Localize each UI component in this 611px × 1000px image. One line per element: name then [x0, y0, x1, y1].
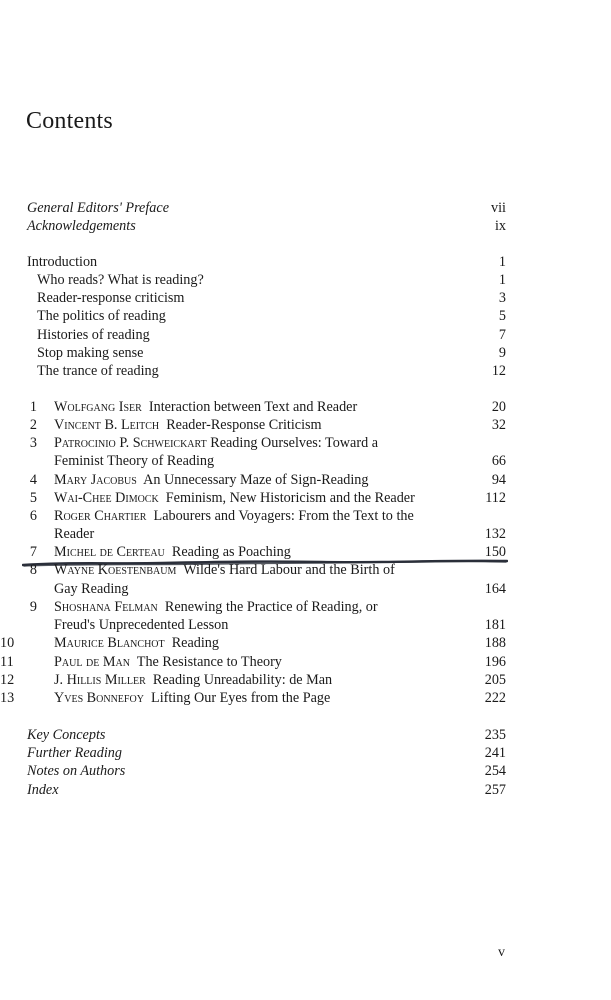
toc-page-number: 241: [484, 745, 506, 761]
toc-entry-section: [27, 362, 506, 380]
toc-page-number: 5: [498, 308, 506, 324]
chapter-number: 2: [29, 417, 37, 433]
toc-entry-label: The politics of reading: [37, 308, 166, 324]
toc-page-number: 7: [498, 327, 506, 343]
toc-entry-label: Acknowledgements: [27, 218, 136, 234]
toc-page-number: 150: [484, 544, 506, 560]
chapter-title-continued: Gay Reading: [54, 581, 129, 597]
toc-entry-label: Further Reading: [27, 745, 122, 761]
toc-entry-back: [27, 744, 506, 762]
chapter-author: Yves Bonnefoy: [54, 690, 144, 706]
toc-entry-label: Introduction: [27, 254, 98, 270]
toc-entry-label: Index: [27, 782, 59, 798]
toc-page-number: 32: [491, 417, 506, 433]
toc-chapter: [27, 598, 506, 616]
chapter-number: 12: [0, 672, 15, 688]
toc-chapter: [0, 653, 506, 671]
toc-entry-section: [27, 326, 506, 344]
chapter-number: 10: [0, 635, 15, 651]
toc-entry-section: [27, 271, 506, 289]
chapter-number: 9: [29, 599, 37, 615]
chapter-author: Wayne Koestenbaum: [54, 562, 177, 578]
toc-page-number: 132: [484, 526, 506, 542]
toc-entry-back: [27, 781, 506, 799]
toc-entry-label: General Editors' Preface: [27, 200, 169, 216]
chapter-title: Reader-Response Criticism: [166, 417, 322, 433]
toc-entry-section: [27, 307, 506, 325]
toc-entry-label: Stop making sense: [37, 345, 144, 361]
chapter-author: Roger Chartier: [54, 508, 147, 524]
toc-chapter: [27, 489, 506, 507]
toc-page-number: 257: [484, 782, 506, 798]
toc-page-number: 181: [484, 617, 506, 633]
toc-page-number: 112: [485, 490, 506, 506]
chapter-number: 8: [29, 562, 37, 578]
toc-page-number: 1: [498, 254, 506, 270]
toc-chapter: [27, 434, 506, 452]
chapter-number: 1: [29, 399, 37, 415]
toc-chapter: [27, 507, 506, 525]
chapter-title: Reading Unreadability: de Man: [152, 672, 333, 688]
toc-chapter-continuation: [27, 580, 506, 598]
toc-page-number: 9: [498, 345, 506, 361]
chapter-title: Wilde's Hard Labour and the Birth of: [183, 562, 395, 578]
toc-entry-back: [27, 726, 506, 744]
chapter-title: Interaction between Text and Reader: [148, 399, 358, 415]
chapter-title-continued: Reader: [54, 526, 95, 542]
toc-page-number: vii: [491, 200, 506, 216]
toc-page-number: 196: [484, 654, 506, 670]
toc-chapter-continuation: [27, 616, 506, 634]
chapter-author: Patrocinio P. Schweickart: [54, 435, 207, 451]
chapter-author: Michel de Certeau: [54, 544, 165, 560]
toc-entry-label: Histories of reading: [37, 327, 150, 343]
toc-page-number: 94: [491, 472, 506, 488]
toc-page-number: 205: [484, 672, 506, 688]
toc-entry-label: Notes on Authors: [27, 763, 126, 779]
chapter-number: 5: [29, 490, 37, 506]
chapter-author: Paul de Man: [54, 654, 130, 670]
toc-chapter-continuation: [27, 452, 506, 470]
toc-page-number: 164: [484, 581, 506, 597]
toc-chapter: [0, 634, 506, 652]
chapter-author: Shoshana Felman: [54, 599, 158, 615]
page-folio: v: [498, 945, 505, 960]
toc-entry-back: [27, 762, 506, 780]
page-title: Contents: [26, 108, 113, 134]
toc-chapter: [0, 689, 506, 707]
chapter-title: Labourers and Voyagers: From the Text to the: [153, 508, 414, 524]
toc-page-number: 188: [484, 635, 506, 651]
chapter-title-continued: Freud's Unprecedented Lesson: [54, 617, 229, 633]
chapter-title: Reading as Poaching: [171, 544, 291, 560]
toc-page-number: 66: [491, 453, 506, 469]
toc-page-number: 235: [484, 727, 506, 743]
toc-entry-introduction: [27, 253, 506, 271]
toc-page-number: ix: [494, 218, 506, 234]
chapter-title: Reading Ourselves: Toward a: [210, 435, 379, 451]
toc-entry-label: Key Concepts: [27, 727, 106, 743]
chapter-number: 3: [29, 435, 37, 451]
chapter-author: Wai-Chee Dimock: [54, 490, 159, 506]
chapter-number: 11: [0, 654, 14, 670]
toc-entry-section: [27, 344, 506, 362]
chapter-author: J. Hillis Miller: [54, 672, 146, 688]
toc-page-number: 20: [491, 399, 506, 415]
chapter-author: Mary Jacobus: [54, 472, 137, 488]
toc-page-number: 222: [484, 690, 506, 706]
chapter-title: Reading: [171, 635, 219, 651]
toc-page-number: 12: [491, 363, 506, 379]
chapter-number: 6: [29, 508, 37, 524]
chapter-number: 4: [29, 472, 37, 488]
chapter-title: An Unnecessary Maze of Sign-Reading: [143, 472, 369, 488]
chapter-title: Renewing the Practice of Reading, or: [164, 599, 378, 615]
toc-chapter: [27, 398, 506, 416]
toc-entry-front: [27, 217, 506, 235]
toc-entry-front: [27, 199, 506, 217]
chapter-number: 7: [29, 544, 37, 560]
toc-entry-label: Reader-response criticism: [37, 290, 185, 306]
toc-entry-section: [27, 289, 506, 307]
toc-chapter-continuation: [27, 525, 506, 543]
toc-entry-label: Who reads? What is reading?: [37, 272, 204, 288]
toc-entry-label: The trance of reading: [37, 363, 159, 379]
chapter-title-continued: Feminist Theory of Reading: [54, 453, 215, 469]
toc-page-number: 1: [498, 272, 506, 288]
chapter-title: Lifting Our Eyes from the Page: [151, 690, 331, 706]
chapter-author: Vincent B. Leitch: [54, 417, 160, 433]
toc-chapter: [27, 416, 506, 434]
toc-page-number: 3: [498, 290, 506, 306]
chapter-author: Wolfgang Iser: [54, 399, 142, 415]
toc-page-number: 254: [484, 763, 506, 779]
chapter-title: The Resistance to Theory: [136, 654, 282, 670]
chapter-title: Feminism, New Historicism and the Reader: [165, 490, 415, 506]
chapter-number: 13: [0, 690, 15, 706]
toc-chapter: [0, 671, 506, 689]
toc-chapter: [27, 561, 506, 579]
chapter-author: Maurice Blanchot: [54, 635, 165, 651]
toc-chapter: [27, 471, 506, 489]
